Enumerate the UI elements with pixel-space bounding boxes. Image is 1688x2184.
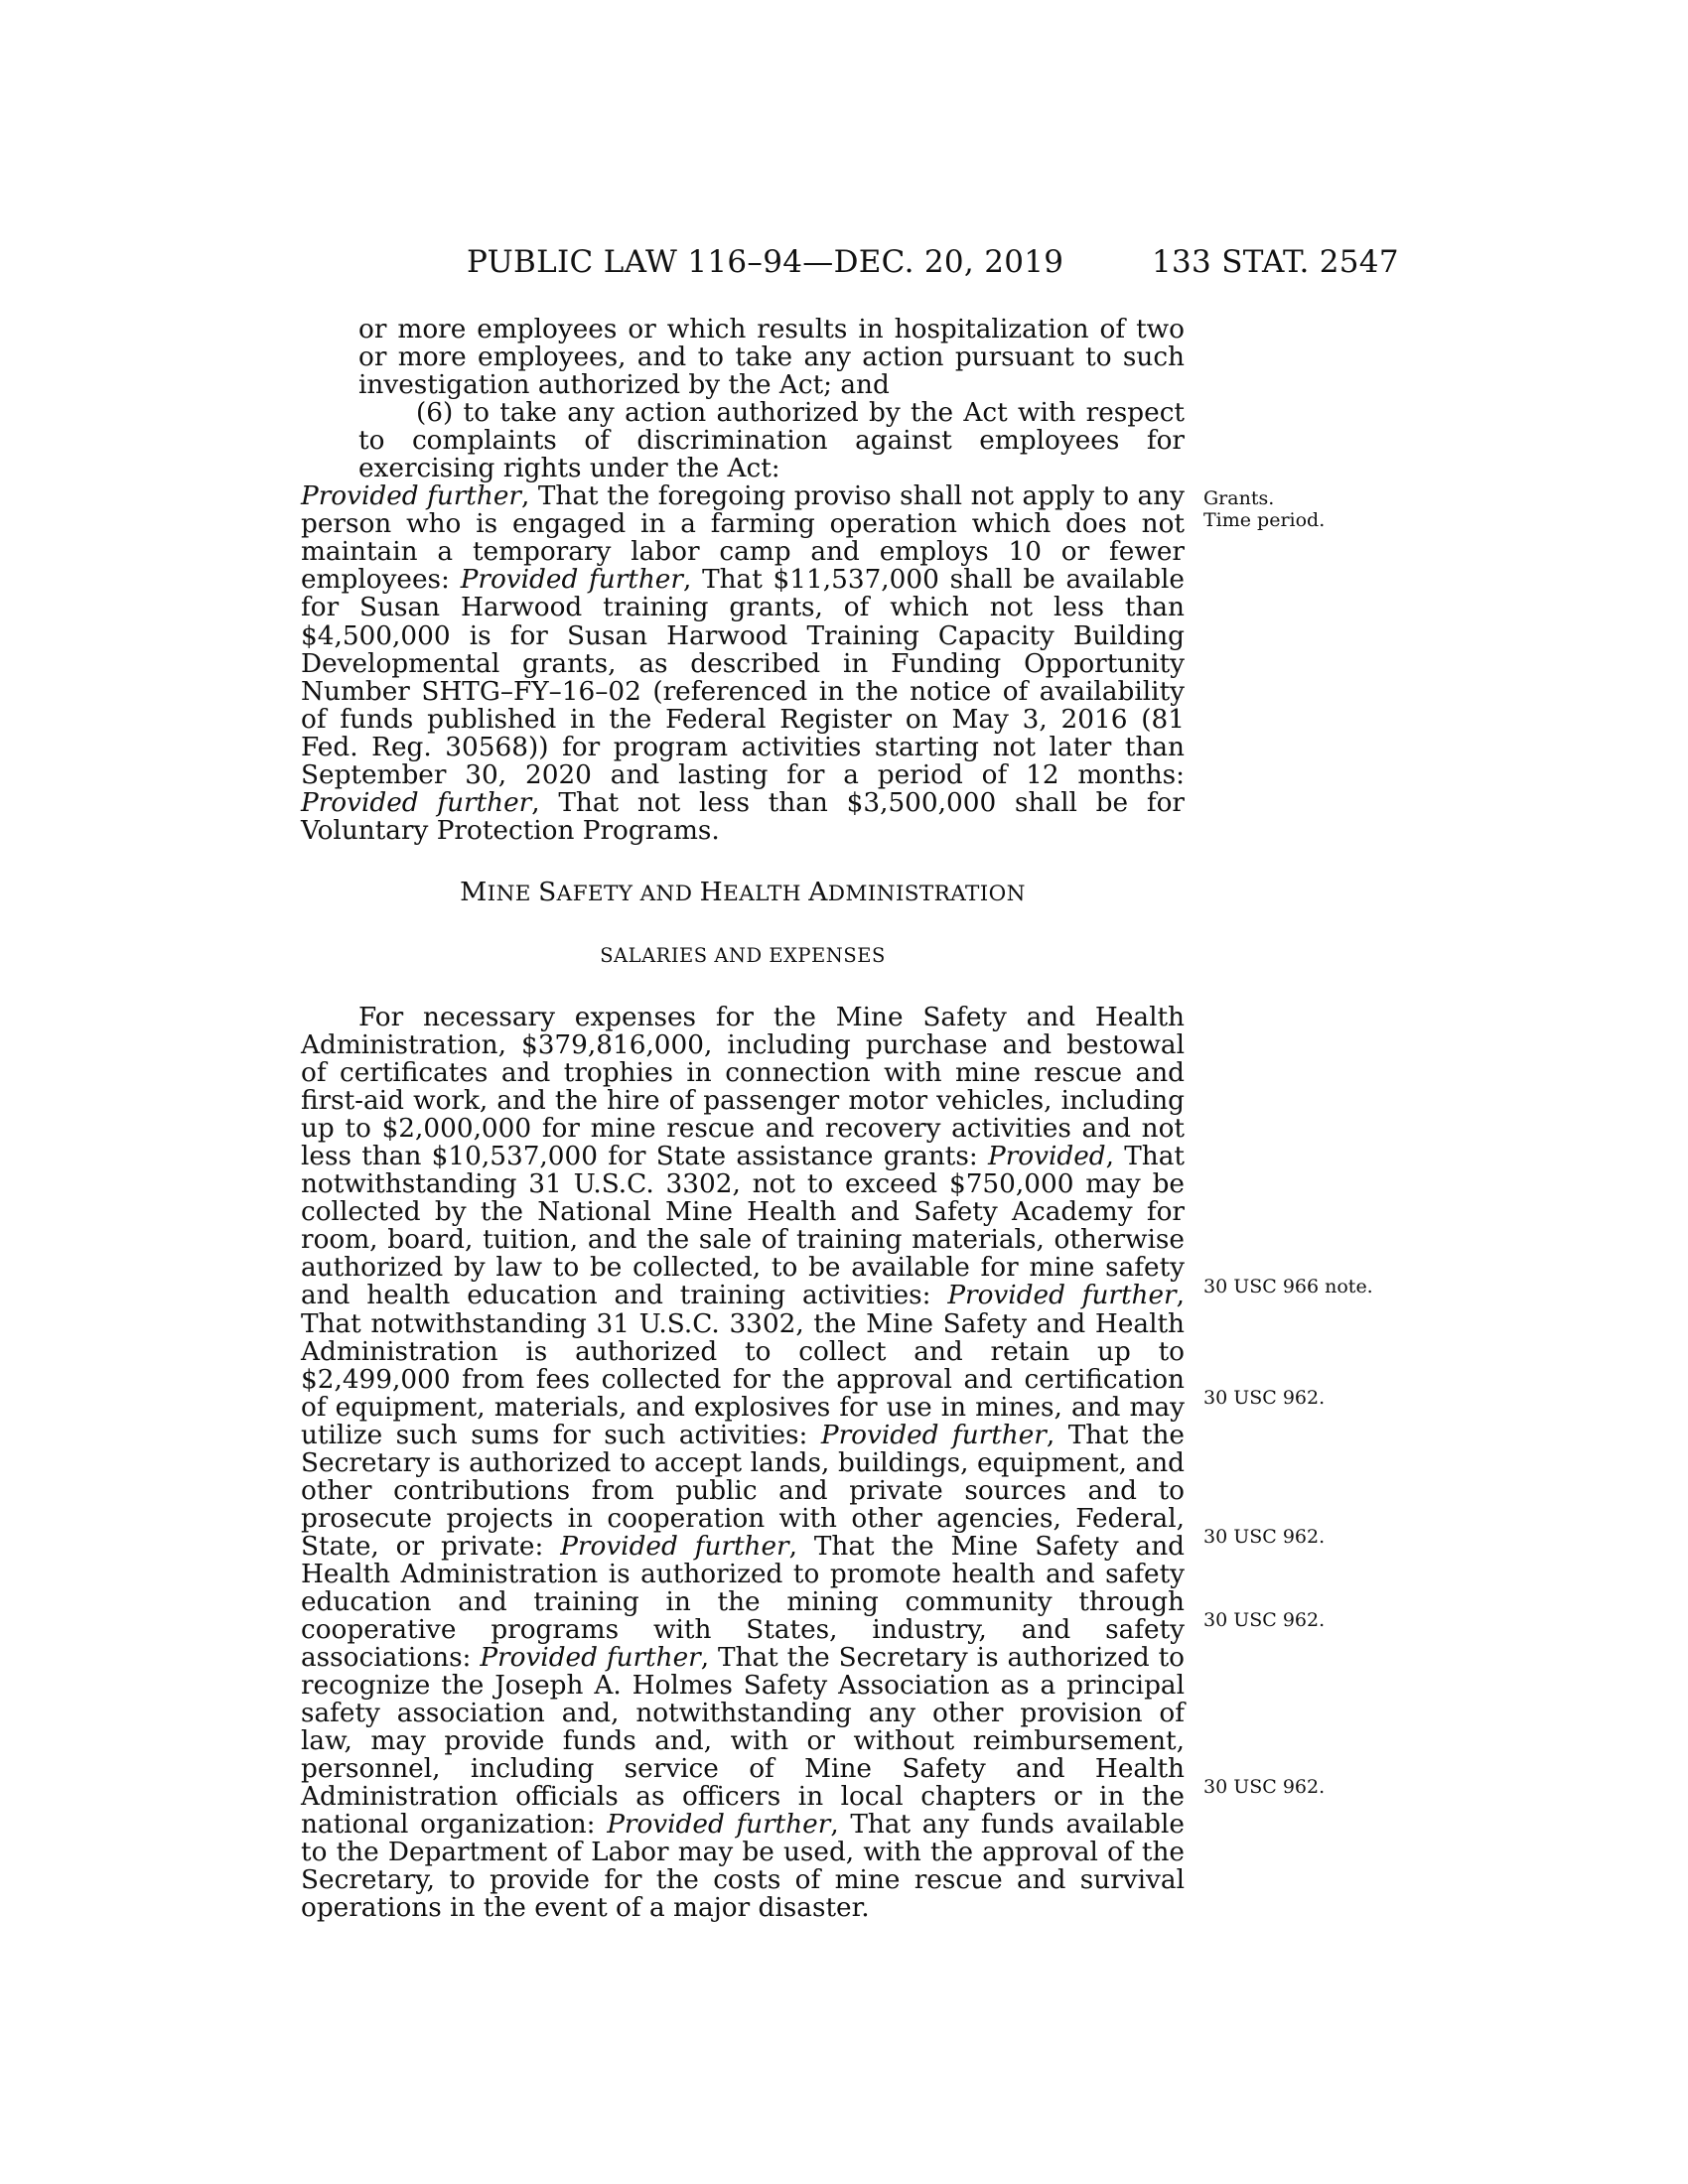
agency-heading-part: M	[460, 876, 488, 907]
paragraph-proviso	[301, 482, 1185, 845]
agency-heading	[301, 876, 1185, 908]
proviso-italic: Provided	[988, 1142, 1106, 1172]
paragraph-text: For necessary expenses for the Mine Safety and Health Administration, $379,816,000, including purchase and bestowal of certificates and trophies in connection with mine rescue and first-aid work, and the hire of passenger motor vehicles, including up to $2,000,000 for mine rescue and recovery activities and not less than $10,537,000 for State assistance grants:	[301, 1002, 1185, 1172]
proviso-italic: Provided further	[560, 1531, 789, 1562]
proviso-italic: Provided further	[820, 1420, 1047, 1450]
paragraph-salaries	[301, 1004, 1185, 1923]
proviso-italic: Provided further	[301, 481, 521, 512]
paragraph-text: , That the Secretary is authorized to recognize the Joseph A. Holmes Safety Association as a principal safety association and, notwithstanding any other provision of law, may provide funds and, with or without reimbursement, personnel, including service of Mine Safety and Health Administration officials as officers in local chapters or in the national organization:	[301, 1643, 1185, 1841]
paragraph-text: , That the Secretary is authorized to accept lands, buildings, equipment, and other contributions from public and private sources and to prosecute projects in cooperation with other agencies, Federal, State, or private:	[301, 1420, 1185, 1562]
paragraph-item-6: (6) to take any action authorized by the Act with respect to complaints of discrimination against employees for exercising rights under the Act:	[358, 398, 1185, 484]
proviso-italic: Provided further	[947, 1281, 1177, 1311]
proviso-text: , That the foregoing proviso shall not apply to any person who is engaged in a farming operation which does not maintain a temporary labor camp and employs 10 or fewer employees:	[301, 481, 1185, 596]
proviso-italic: Provided further	[460, 565, 683, 596]
agency-heading-part: AFETY AND	[556, 881, 700, 906]
agency-heading-part: DMINISTRATION	[827, 881, 1026, 906]
running-header-title: PUBLIC LAW 116–94—DEC. 20, 2019	[467, 244, 1064, 280]
paragraph-text: , That notwithstanding 31 U.S.C. 3302, the Mine Safety and Health Administration is authorized to collect and retain up to $2,499,000 from fees collected for the approval and certification of equipment, materials, and explosives for use in mines, and may utilize such sums for such activities:	[301, 1281, 1185, 1450]
margin-note-grants: Grants.	[1203, 487, 1275, 509]
section-subheading: SALARIES AND EXPENSES	[600, 943, 886, 967]
paragraph-continued: or more employees or which results in hospitalization of two or more employees, and to take any action pursuant to such investigation authorized by the Act; and	[358, 315, 1185, 401]
agency-heading-part: H	[699, 876, 724, 907]
margin-note-30-usc-962: 30 USC 962.	[1203, 1776, 1326, 1798]
margin-note-30-usc-966: 30 USC 966 note.	[1203, 1276, 1373, 1297]
agency-heading-part: INE	[487, 881, 539, 906]
proviso-italic: Provided further	[480, 1643, 701, 1674]
proviso-text: , That not less than $3,500,000 shall be for Voluntary Protection Programs.	[301, 787, 1185, 846]
margin-note-30-usc-962: 30 USC 962.	[1203, 1609, 1326, 1631]
paragraph-text: , That notwithstanding 31 U.S.C. 3302, not to exceed $750,000 may be collected by the National Mine Health and Safety Academy for room, board, tuition, and the sale of training materials, otherwise authorized by law to be collected, to be available for mine safety and health education and training activities:	[301, 1142, 1185, 1311]
margin-note-30-usc-962: 30 USC 962.	[1203, 1526, 1326, 1548]
proviso-italic: Provided further	[301, 787, 532, 818]
agency-heading-part: EALTH	[723, 881, 809, 906]
agency-heading-part: A	[808, 876, 828, 907]
agency-heading-part: S	[538, 876, 557, 907]
margin-note-30-usc-962: 30 USC 962.	[1203, 1387, 1326, 1409]
paragraph-text: , That any funds available to the Department of Labor may be used, with the approval of the Secretary, to provide for the costs of mine rescue and survival operations in the event of a major disaster.	[301, 1810, 1185, 1924]
main-text	[301, 316, 1185, 1923]
running-header-page-number: 133 STAT. 2547	[1152, 244, 1399, 280]
proviso-text: , That $11,537,000 shall be available for Susan Harwood training grants, of which not less than $4,500,000 is for Susan Harwood Training Capacity Building Developmental grants, as described in Funding Opportunity Number SHTG–FY–16–02 (referenced in the notice of availability of funds published in the Federal Register on May 3, 2016 (81 Fed. Reg. 30568)) for program activities starting not later than September 30, 2020 and lasting for a period of 12 months:	[301, 565, 1185, 790]
proviso-italic: Provided further	[607, 1810, 831, 1841]
margin-note-time-period: Time period.	[1203, 509, 1326, 531]
paragraph-text: , That the Mine Safety and Health Administration is authorized to promote health and safety education and training in the mining community through cooperative programs with States, industry, and safety associations:	[301, 1531, 1185, 1674]
